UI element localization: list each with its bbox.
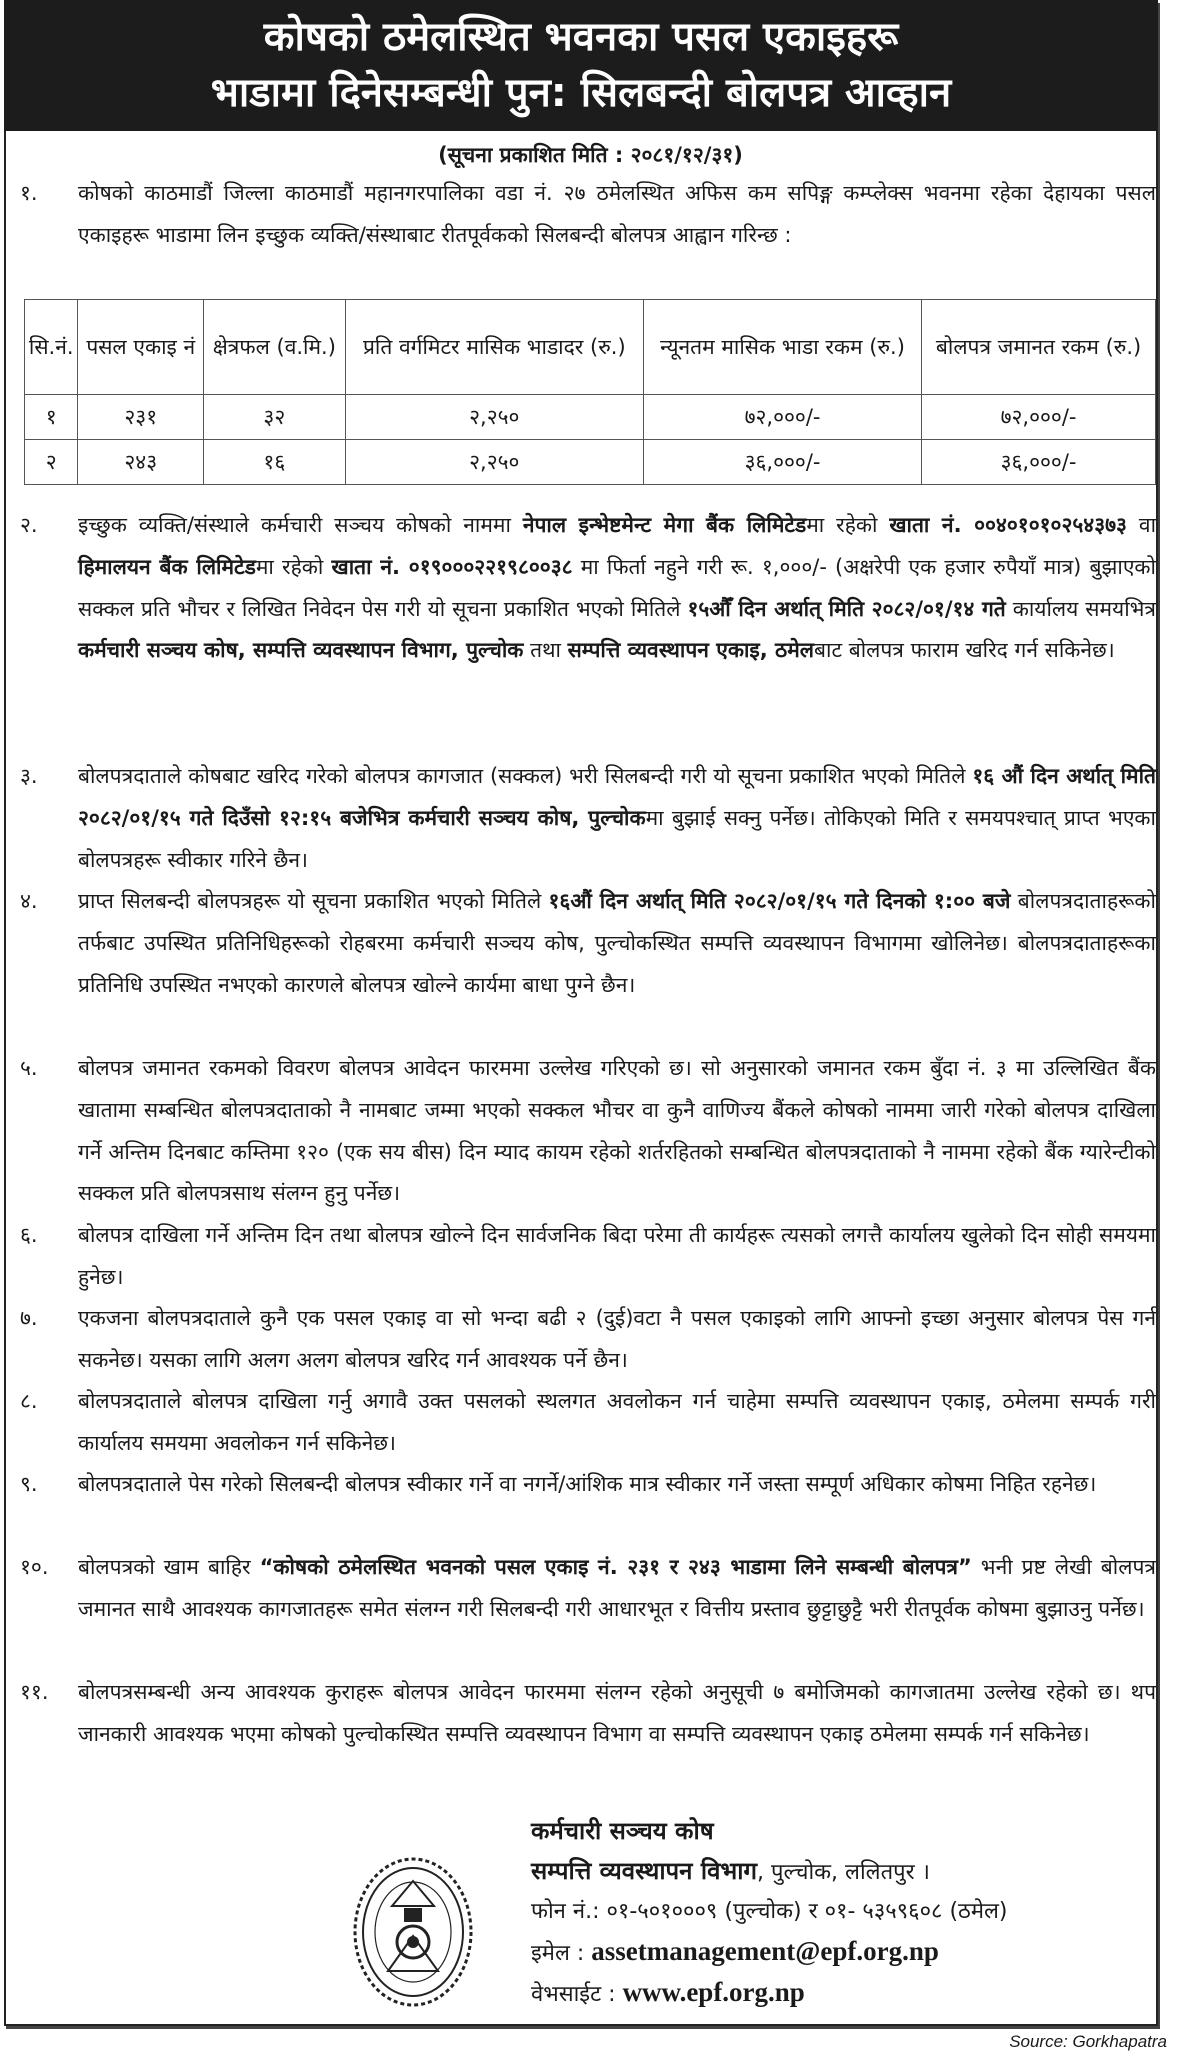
contact-block: [531, 1812, 1007, 2015]
item-text-segment: कार्यालय समयभित्र: [1005, 596, 1157, 621]
department-name: सम्पत्ति व्यवस्थापन विभाग: [531, 1856, 758, 1885]
item-text: [78, 1547, 1156, 1631]
item-text: [78, 1048, 1156, 1215]
item-number: ८.: [20, 1389, 38, 1413]
notice-item-1: [20, 173, 1156, 257]
notice-item-8: [20, 1381, 1156, 1465]
table-row: [25, 395, 1156, 440]
item-text-segment: बोलपत्रको खाम बाहिर: [78, 1555, 260, 1579]
item-number: १.: [20, 181, 38, 205]
org-name: कर्मचारी सञ्चय कोष: [531, 1817, 714, 1845]
table-cell: ७२,०००/-: [643, 395, 921, 440]
item-text-bold: हिमालयन बैंक लिमिटेड: [78, 554, 256, 579]
item-text: [78, 1215, 1156, 1299]
item-text: [78, 173, 1156, 257]
item-text-bold: कर्मचारी सञ्चय कोष, सम्पत्ति व्यवस्थापन विभाग, पुल्चोक: [78, 638, 524, 663]
table-header-cell: क्षेत्रफल (व.मि.): [204, 300, 346, 395]
item-text-segment: बोलपत्रदाताहरूको तर्फबाट उपस्थित प्रतिनिधिहरूको रोहबरमा कर्मचारी सञ्चय कोष, पुल्चोकस्थित सम्पत्ति व्यवस्थापन विभागमा खोलिनेछ। बोलपत्रदाताहरूका प्रतिनिधि उपस्थित नभएको कारणले बोलपत्र खोल्ने कार्यमा बाधा पुग्ने छैन।: [78, 889, 1156, 997]
email-label: इमेल :: [531, 1940, 592, 1966]
item-text-bold: “कोषको ठमेलस्थित भवनको पसल एकाइ नं. २३१ र २४३ भाडामा लिने सम्बन्धी बोलपत्र”: [259, 1555, 972, 1579]
notice-item-9: [20, 1464, 1156, 1506]
item-text: [78, 1381, 1156, 1465]
notice-item-5: [20, 1048, 1156, 1215]
table-cell: ३२: [204, 395, 346, 440]
notice-item-7: [20, 1298, 1156, 1382]
item-text-bold: खाता नं. ००४०१०१०२५४३७३: [889, 513, 1127, 537]
notice-item-2: [20, 505, 1156, 672]
item-text-segment: तथा: [523, 638, 568, 663]
table-cell: २४३: [78, 440, 204, 485]
item-text-segment: बाट बोलपत्र फाराम खरिद गर्न सकिनेछ।: [814, 638, 1115, 663]
table-header-cell: न्यूनतम मासिक भाडा रकम (रु.): [643, 300, 921, 395]
notice-title: [4, 0, 1158, 131]
title-line-1: कोषको ठमेलस्थित भवनका पसल एकाइहरू: [263, 14, 899, 60]
table-header-row: [25, 300, 1156, 395]
table-header-cell: बोलपत्र जमानत रकम (रु.): [922, 300, 1156, 395]
table-cell: ३६,०००/-: [922, 440, 1156, 485]
item-text-segment: मा रहेको: [255, 554, 332, 579]
item-number: ३.: [20, 764, 38, 788]
item-number: ४.: [20, 889, 38, 913]
item-text-segment: बोलपत्र दाखिला गर्ने अन्तिम दिन तथा बोलपत्र खोल्ने दिन सार्वजनिक बिदा परेमा ती कार्यहरू त्यसको लगत्तै कार्यालय खुलेको दिन सोही समयमा हुनेछ।: [78, 1223, 1156, 1289]
item-text: [78, 1672, 1156, 1756]
phone-numbers: फोन नं.: ०१-५०१०००९ (पुल्चोक) र ०१- ५३५९६०८ (ठमेल): [531, 1899, 1008, 1924]
notice-item-10: [20, 1547, 1156, 1631]
item-text-segment: बोलपत्रदाताले कोषबाट खरिद गरेको बोलपत्र कागजात (सक्कल) भरी सिलबन्दी गरी यो सूचना प्रकाशित भएको मितिले: [78, 764, 973, 788]
email-link[interactable]: assetmanagement@epf.org.np: [591, 1935, 939, 1966]
item-text-bold: १६औं दिन अर्थात् मिति २०८२/०१/१५ गते दिनको १:०० बजे: [548, 889, 1011, 913]
notice-item-3: [20, 756, 1156, 881]
table-cell: ३६,०००/-: [643, 440, 921, 485]
table-cell: २३१: [78, 395, 204, 440]
item-text-segment: मा रहेको: [806, 513, 890, 537]
item-text-segment: वा: [1126, 513, 1157, 537]
item-text-bold: सम्पत्ति व्यवस्थापन एकाइ, ठमेल: [567, 638, 815, 663]
table-header-cell: प्रति वर्गमिटर मासिक भाडादर (रु.): [345, 300, 643, 395]
table-cell: २: [25, 440, 78, 485]
item-text: [78, 881, 1156, 1006]
table-header-cell: सि.नं.: [25, 300, 78, 395]
item-number: ९.: [20, 1472, 38, 1496]
item-text-segment: बोलपत्रसम्बन्धी अन्य आवश्यक कुराहरू बोलपत्र आवेदन फारममा संलग्न रहेको अनुसूची ७ बमोजिमको कागजातमा उल्लेख रहेको छ। थप जानकारी आवश्यक भएमा कोषको पुल्चोकस्थित सम्पत्ति व्यवस्थापन विभाग वा सम्पत्ति व्यवस्थापन एकाइ ठमेलमा सम्पर्क गर्न सकिनेछ।: [78, 1680, 1156, 1746]
table-cell: ७२,०००/-: [922, 395, 1156, 440]
table-cell: २,२५०: [345, 395, 643, 440]
shop-units-table: [24, 299, 1156, 485]
item-text: [78, 505, 1156, 672]
department-location: , पुल्चोक, ललितपुर ।: [757, 1859, 930, 1885]
table-header-cell: पसल एकाइ नं: [78, 300, 204, 395]
table-cell: १६: [204, 440, 346, 485]
item-number: ११.: [20, 1680, 49, 1704]
epf-seal-logo: [352, 1856, 474, 2008]
item-text-segment: प्राप्त सिलबन्दी बोलपत्रहरू यो सूचना प्रकाशित भएको मितिले: [78, 889, 549, 913]
item-text-segment: एकजना बोलपत्रदाताले कुनै एक पसल एकाइ वा सो भन्दा बढी २ (दुई)वटा नै पसल एकाइको लागि आफ्नो इच्छा अनुसार बोलपत्र पेस गर्न सकनेछ। यसका लागि अलग अलग बोलपत्र खरिद गर्न आवश्यक पर्ने छैन।: [78, 1306, 1156, 1372]
notice-item-4: [20, 881, 1156, 1006]
source-credit: Source: Gorkhapatra: [1009, 2032, 1167, 2051]
item-text-bold: खाता नं. ०१९०००२२१९८००३८: [331, 554, 573, 579]
notice-item-11: [20, 1672, 1156, 1756]
item-text-segment: कोषको काठमाडौं जिल्ला काठमाडौं महानगरपालिका वडा नं. २७ ठमेलस्थित अफिस कम सपिङ्ग कम्प्लेक्स भवनमा रहेका देहायका पसल एकाइहरू भाडामा लिन इच्छुक व्यक्ति/संस्थाबाट रीतपूर्वकको सिलबन्दी बोलपत्र आह्वान गरिन्छ :: [78, 181, 1156, 247]
table-cell: १: [25, 395, 78, 440]
notice-item-6: [20, 1215, 1156, 1299]
item-text-bold: १५औँ दिन अर्थात् मिति २०८२/०१/१४ गते: [687, 596, 1006, 621]
item-text: [78, 1298, 1156, 1382]
item-text: [78, 1464, 1156, 1506]
website-label: वेभसाईट :: [531, 1982, 623, 2007]
item-text-segment: इच्छुक व्यक्ति/संस्थाले कर्मचारी सञ्चय कोषको नाममा: [78, 513, 523, 537]
website-link[interactable]: www.epf.org.np: [622, 1977, 805, 2007]
item-number: ५.: [20, 1056, 38, 1080]
table-cell: २,२५०: [345, 440, 643, 485]
item-text-segment: मा फिर्ता नहुने गरी रू. १,०००/- (अक्षरेपी एक हजार रुपैयाँ मात्र) बुझाएको सक्कल प्रति भौचर र लिखित निवेदन पेस गरी यो सूचना प्रकाशित भएको मितिले: [78, 554, 1156, 621]
item-number: ७.: [20, 1306, 38, 1330]
item-text-segment: बोलपत्रदाताले पेस गरेको सिलबन्दी बोलपत्र स्वीकार गर्ने वा नगर्ने/आंशिक मात्र स्वीकार गर्ने जस्ता सम्पूर्ण अधिकार कोषमा निहित रहनेछ।: [78, 1472, 1097, 1496]
item-text-segment: बोलपत्रदाताले बोलपत्र दाखिला गर्नु अगावै उक्त पसलको स्थलगत अवलोकन गर्न चाहेमा सम्पत्ति व्यवस्थापन एकाइ, ठमेलमा सम्पर्क गरी कार्यालय समयमा अवलोकन गर्न सकिनेछ।: [78, 1389, 1156, 1455]
item-number: ६.: [20, 1223, 38, 1247]
item-text-bold: नेपाल इन्भेष्टमेन्ट मेगा बैंक लिमिटेड: [522, 513, 807, 537]
notice-date: (सूचना प्रकाशित मिति : २०८१/१२/३१): [438, 143, 743, 167]
title-line-2: भाडामा दिनेसम्बन्धी पुन: सिलबन्दी बोलपत्र आव्हान: [210, 70, 952, 116]
item-number: २.: [20, 513, 38, 537]
item-text: [78, 756, 1156, 881]
item-number: १०.: [20, 1555, 49, 1579]
item-text-segment: भनी प्रष्ट लेखी बोलपत्र जमानत साथै आवश्यक कागजातहरू समेत संलग्न गरी सिलबन्दी गरी आधारभूत र वित्तीय प्रस्ताव छुट्टाछुट्टै भरी रीतपूर्वक कोषमा बुझाउनु पर्नेछ।: [78, 1555, 1156, 1621]
table-row: [25, 440, 1156, 485]
item-text-segment: बोलपत्र जमानत रकमको विवरण बोलपत्र आवेदन फारममा उल्लेख गरिएको छ। सो अनुसारको जमानत रकम बुँदा नं. ३ मा उल्लिखित बैंक खातामा सम्बन्धित बोलपत्रदाताको नै नामबाट जम्मा भएको सक्कल भौचर वा कुनै वाणिज्य बैंकले कोषको नाममा जारी गरेको बोलपत्र दाखिला गर्ने अन्तिम दिनबाट कम्तिमा १२० (एक सय बीस) दिन म्याद कायम रहेको शर्तरहितको सम्बन्धित बोलपत्रदाताको नै नाममा रहेको बैंक ग्यारेन्टीको सक्कल प्रति बोलपत्रसाथ संलग्न हुनु पर्नेछ।: [78, 1056, 1156, 1206]
item-text-segment: मा बुझाई सक्नु पर्नेछ। तोकिएको मिति र समयपश्चात् प्राप्त भएका बोलपत्रहरू स्वीकार गरिने छैन।: [78, 805, 1156, 872]
item-text-bold: १६ औं दिन अर्थात् मिति २०८२/०१/१५ गते दिउँसो १२:१५ बजेभित्र कर्मचारी सञ्चय कोष, पुल्चोक: [78, 764, 1156, 830]
